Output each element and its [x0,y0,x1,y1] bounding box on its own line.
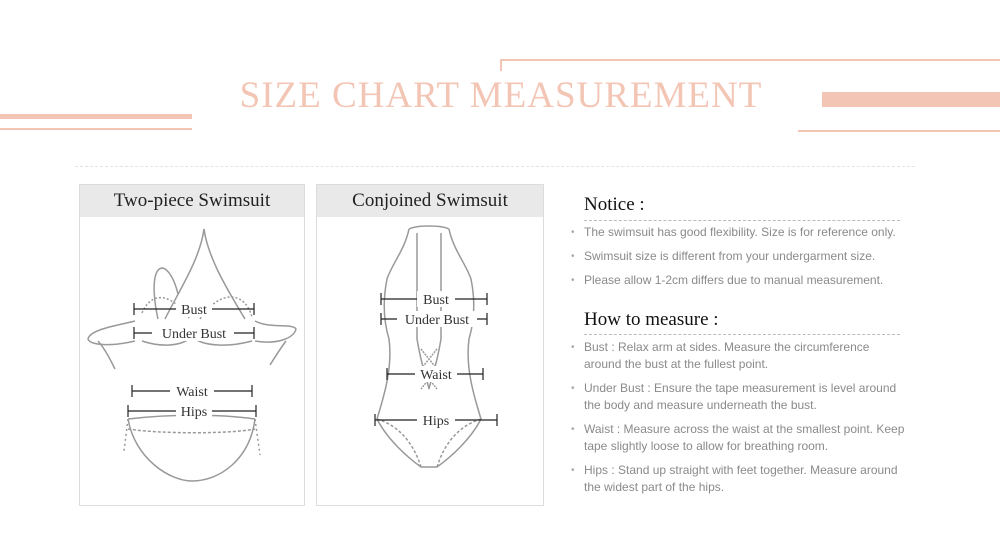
conjoined-panel-title: Conjoined Swimsuit [317,185,543,217]
list-item: • Please allow 1-2cm differs due to manual measurement. [571,273,884,287]
conjoined-swimsuit-panel [316,184,544,506]
page-title: SIZE CHART MEASUREMENT [239,75,763,116]
list-item: • The swimsuit has good flexibility. Size is for reference only. [571,225,896,239]
conjoined-waist-label: Waist [420,368,452,383]
section-divider [75,166,915,167]
how-to-measure-heading: How to measure : [584,309,719,330]
two-piece-panel-title: Two-piece Swimsuit [80,185,304,217]
conjoined-hips-label: Hips [422,414,450,429]
one-piece-illustration [377,226,481,467]
list-item: • Hips : Stand up straight with feet together. Measure around the widest part of the hips. [571,463,898,494]
how-to-measure-list [569,339,909,496]
conjoined-bust-label: Bust [423,293,449,308]
notice-heading: Notice : [584,194,645,215]
list-item: • Waist : Measure across the waist at the smallest point. Keep tape slightly loose to allow for breathing room. [571,422,905,453]
two-piece-bust-label: Bust [181,303,207,318]
notice-list [569,224,909,289]
how-to-measure-divider [584,334,900,335]
notice-divider [584,220,900,221]
list-item: • Swimsuit size is different from your undergarment size. [571,249,876,263]
conjoined-swimsuit-diagram [317,219,543,505]
two-piece-waist-label: Waist [176,385,208,400]
two-piece-swimsuit-panel [79,184,305,506]
two-piece-swimsuit-diagram [80,219,304,505]
two-piece-hips-label: Hips [180,405,208,420]
list-item: • Under Bust : Ensure the tape measurement is level around the body and measure underneath the bust. [571,381,897,412]
bikini-bottom-illustration [124,415,260,481]
list-item: • Bust : Relax arm at sides. Measure the circumference around the bust at the fullest point. [571,340,870,371]
conjoined-under-bust-label: Under Bust [404,313,470,328]
bikini-top-illustration [88,229,296,369]
two-piece-under-bust-label: Under Bust [161,327,227,342]
